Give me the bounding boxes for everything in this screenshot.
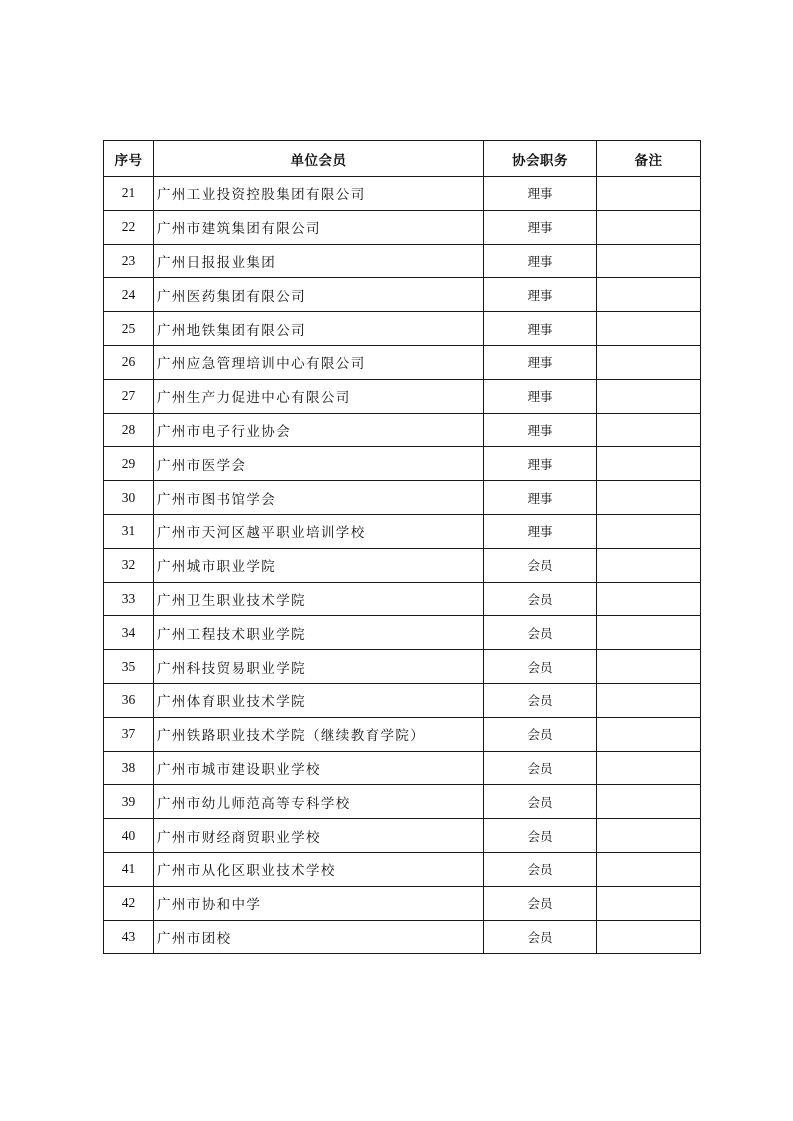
header-association-role: 协会职务	[484, 141, 597, 177]
row-member-name: 广州市天河区越平职业培训学校	[154, 514, 484, 548]
row-member-name: 广州市协和中学	[154, 886, 484, 920]
row-remarks	[597, 312, 701, 346]
table-row	[104, 278, 701, 312]
table-row	[104, 852, 701, 886]
row-association-role: 会员	[484, 920, 597, 954]
table-row	[104, 751, 701, 785]
row-index: 25	[104, 312, 154, 346]
table-row	[104, 514, 701, 548]
row-member-name: 广州科技贸易职业学院	[154, 650, 484, 684]
row-index: 41	[104, 852, 154, 886]
row-remarks	[597, 548, 701, 582]
row-association-role: 会员	[484, 548, 597, 582]
table-body	[104, 177, 701, 954]
table-row	[104, 447, 701, 481]
row-member-name: 广州医药集团有限公司	[154, 278, 484, 312]
row-member-name: 广州市财经商贸职业学校	[154, 819, 484, 853]
row-remarks	[597, 447, 701, 481]
row-association-role: 会员	[484, 751, 597, 785]
table-row	[104, 345, 701, 379]
row-association-role: 理事	[484, 481, 597, 515]
row-association-role: 理事	[484, 210, 597, 244]
row-association-role: 会员	[484, 616, 597, 650]
row-index: 31	[104, 514, 154, 548]
row-remarks	[597, 852, 701, 886]
row-member-name: 广州日报报业集团	[154, 244, 484, 278]
row-association-role: 理事	[484, 177, 597, 211]
row-association-role: 理事	[484, 312, 597, 346]
table-row	[104, 920, 701, 954]
row-index: 43	[104, 920, 154, 954]
row-remarks	[597, 785, 701, 819]
row-index: 36	[104, 683, 154, 717]
row-association-role: 会员	[484, 683, 597, 717]
row-remarks	[597, 278, 701, 312]
row-index: 22	[104, 210, 154, 244]
row-index: 30	[104, 481, 154, 515]
row-member-name: 广州应急管理培训中心有限公司	[154, 345, 484, 379]
table-row	[104, 819, 701, 853]
row-remarks	[597, 717, 701, 751]
row-association-role: 会员	[484, 852, 597, 886]
row-member-name: 广州卫生职业技术学院	[154, 582, 484, 616]
row-index: 29	[104, 447, 154, 481]
row-index: 23	[104, 244, 154, 278]
member-table	[103, 140, 701, 954]
row-remarks	[597, 514, 701, 548]
row-remarks	[597, 244, 701, 278]
row-index: 34	[104, 616, 154, 650]
table-row	[104, 616, 701, 650]
row-index: 38	[104, 751, 154, 785]
row-remarks	[597, 920, 701, 954]
row-index: 21	[104, 177, 154, 211]
row-member-name: 广州工业投资控股集团有限公司	[154, 177, 484, 211]
row-remarks	[597, 177, 701, 211]
row-member-name: 广州生产力促进中心有限公司	[154, 379, 484, 413]
table-row	[104, 413, 701, 447]
row-member-name: 广州体育职业技术学院	[154, 683, 484, 717]
row-member-name: 广州地铁集团有限公司	[154, 312, 484, 346]
row-remarks	[597, 210, 701, 244]
row-remarks	[597, 683, 701, 717]
row-association-role: 理事	[484, 379, 597, 413]
table-row	[104, 548, 701, 582]
row-association-role: 理事	[484, 413, 597, 447]
table-header-row	[104, 141, 701, 177]
row-association-role: 理事	[484, 278, 597, 312]
row-association-role: 会员	[484, 717, 597, 751]
row-remarks	[597, 379, 701, 413]
row-index: 37	[104, 717, 154, 751]
row-remarks	[597, 582, 701, 616]
row-index: 28	[104, 413, 154, 447]
row-remarks	[597, 481, 701, 515]
row-index: 27	[104, 379, 154, 413]
row-remarks	[597, 345, 701, 379]
row-association-role: 理事	[484, 514, 597, 548]
row-member-name: 广州市建筑集团有限公司	[154, 210, 484, 244]
row-member-name: 广州市幼儿师范高等专科学校	[154, 785, 484, 819]
row-member-name: 广州市从化区职业技术学校	[154, 852, 484, 886]
row-index: 26	[104, 345, 154, 379]
row-association-role: 会员	[484, 819, 597, 853]
table-row	[104, 785, 701, 819]
row-member-name: 广州市团校	[154, 920, 484, 954]
row-index: 35	[104, 650, 154, 684]
row-member-name: 广州城市职业学院	[154, 548, 484, 582]
row-member-name: 广州市城市建设职业学校	[154, 751, 484, 785]
table-row	[104, 312, 701, 346]
row-remarks	[597, 886, 701, 920]
table-row	[104, 244, 701, 278]
table-row	[104, 177, 701, 211]
table-row	[104, 379, 701, 413]
header-member-unit: 单位会员	[154, 141, 484, 177]
header-index: 序号	[104, 141, 154, 177]
row-association-role: 会员	[484, 785, 597, 819]
row-association-role: 理事	[484, 447, 597, 481]
header-remarks: 备注	[597, 141, 701, 177]
table-row	[104, 717, 701, 751]
row-member-name: 广州市医学会	[154, 447, 484, 481]
row-association-role: 理事	[484, 345, 597, 379]
table-row	[104, 582, 701, 616]
row-index: 24	[104, 278, 154, 312]
row-member-name: 广州市电子行业协会	[154, 413, 484, 447]
row-remarks	[597, 819, 701, 853]
row-index: 39	[104, 785, 154, 819]
row-index: 40	[104, 819, 154, 853]
row-association-role: 会员	[484, 650, 597, 684]
row-association-role: 会员	[484, 886, 597, 920]
row-member-name: 广州市图书馆学会	[154, 481, 484, 515]
table-row	[104, 886, 701, 920]
table-row	[104, 210, 701, 244]
table-row	[104, 650, 701, 684]
row-index: 42	[104, 886, 154, 920]
row-remarks	[597, 751, 701, 785]
row-index: 32	[104, 548, 154, 582]
row-remarks	[597, 650, 701, 684]
table-row	[104, 481, 701, 515]
table-row	[104, 683, 701, 717]
row-member-name: 广州铁路职业技术学院（继续教育学院）	[154, 717, 484, 751]
row-association-role: 会员	[484, 582, 597, 616]
row-remarks	[597, 413, 701, 447]
row-remarks	[597, 616, 701, 650]
row-association-role: 理事	[484, 244, 597, 278]
row-index: 33	[104, 582, 154, 616]
row-member-name: 广州工程技术职业学院	[154, 616, 484, 650]
